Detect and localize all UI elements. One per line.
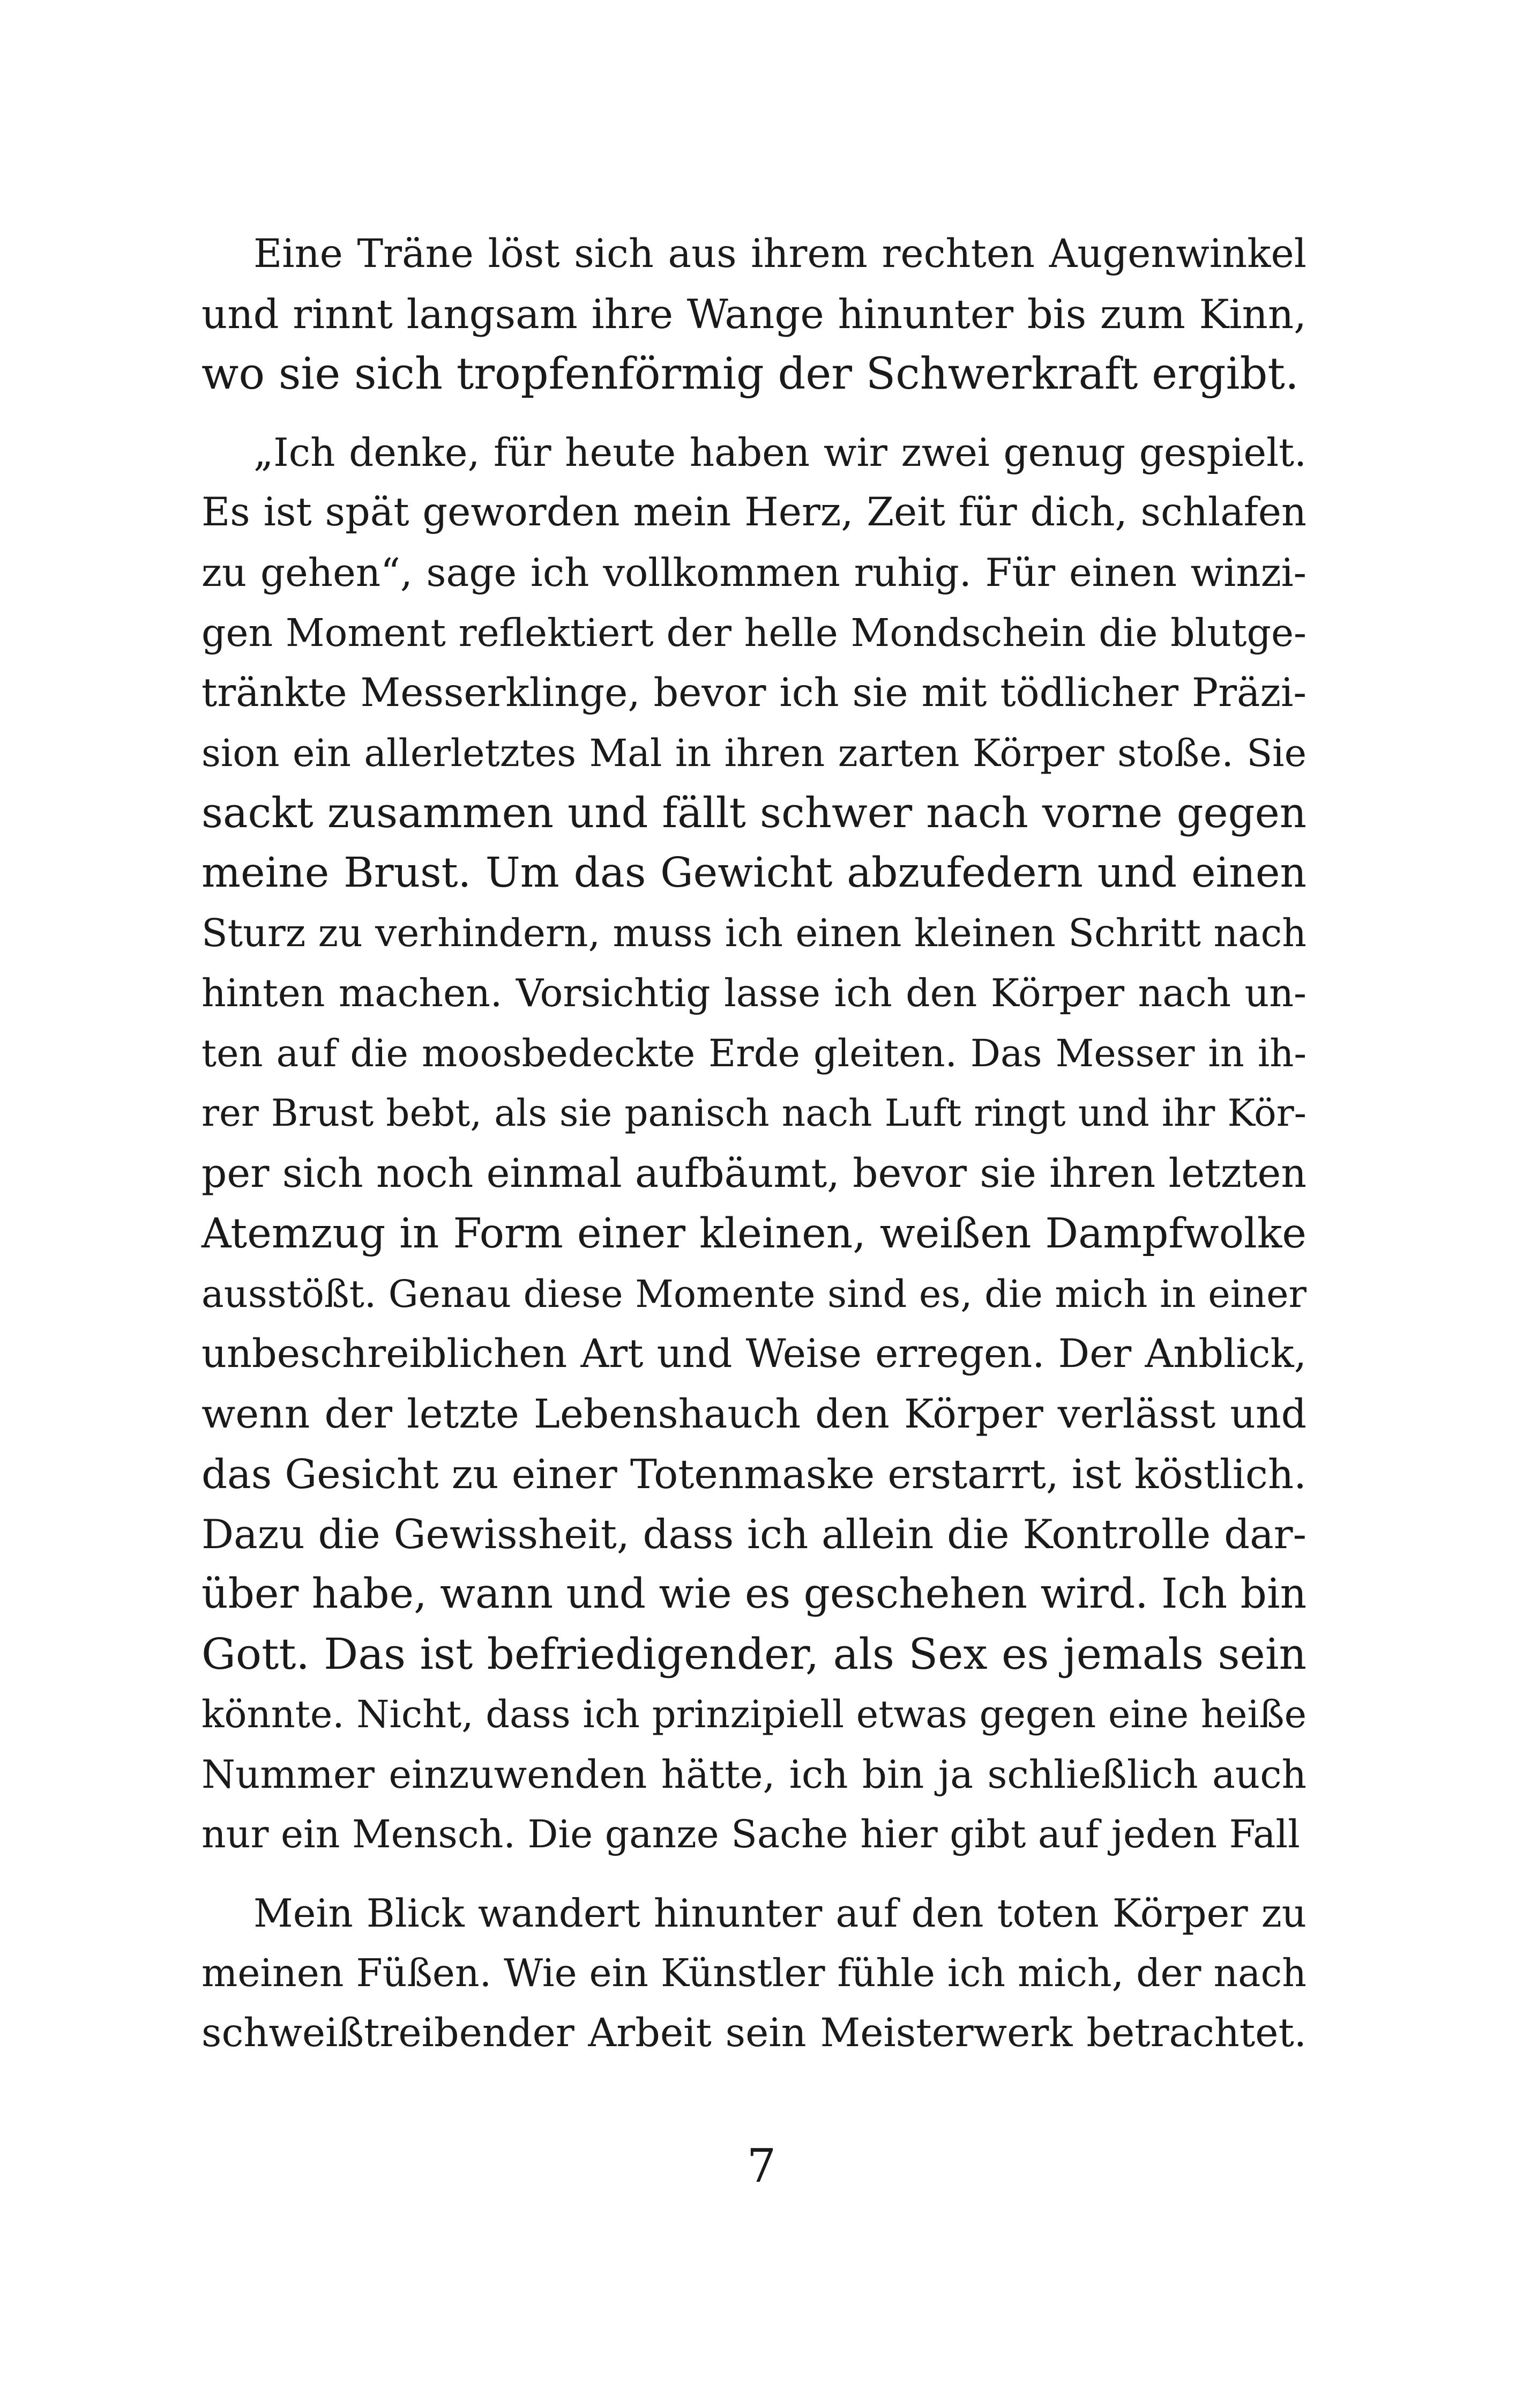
text-line: Sturz zu verhindern, muss ich einen kleinen Schritt nach (201, 911, 1307, 956)
text-line: rer Brust bebt, als sie panisch nach Luft ringt und ihr Kör- (201, 1092, 1307, 1135)
text-line: „Ich denke, für heute haben wir zwei genug gespielt. (253, 430, 1307, 475)
text-line: ten auf die moosbedeckte Erde gleiten. Das Messer in ih- (201, 1031, 1307, 1076)
paragraph (201, 422, 1307, 1864)
text-line: Eine Träne löst sich aus ihrem rechten Augenwinkel (253, 231, 1307, 277)
text-line: sackt zusammen und fällt schwer nach vorne gegen (201, 789, 1307, 837)
body-text (201, 224, 1307, 2063)
text-line: zu gehen“, sage ich vollkommen ruhig. Für einen winzi- (201, 550, 1307, 596)
text-line: Es ist spät geworden mein Herz, Zeit für dich, schlafen (201, 489, 1307, 536)
text-line: und rinnt langsam ihre Wange hinunter bis zum Kinn, (201, 291, 1307, 338)
text-line: nur ein Mensch. Die ganze Sache hier gibt auf jeden Fall (201, 1812, 1300, 1857)
text-line: meinen Füßen. Wie ein Künstler fühle ich mich, der nach (201, 1950, 1307, 1995)
text-line: Dazu die Gewissheit, dass ich allein die Kontrolle dar- (201, 1510, 1307, 1558)
text-line: könnte. Nicht, dass ich prinzipiell etwas gegen eine heiße (201, 1692, 1307, 1737)
text-line: meine Brust. Um das Gewicht abzufedern und einen (201, 849, 1307, 897)
text-line: über habe, wann und wie es geschehen wird. Ich bin (201, 1570, 1307, 1618)
text-line: sion ein allerletztes Mal in ihren zarten Körper stoße. Sie (201, 731, 1307, 775)
paragraph (201, 224, 1307, 404)
text-line: ausstößt. Genau diese Momente sind es, die mich in einer (201, 1272, 1307, 1316)
page-number: 7 (746, 2139, 777, 2193)
text-line: wo sie sich tropfenförmig der Schwerkraft ergibt. (201, 349, 1299, 400)
text-line: Atemzug in Form einer kleinen, weißen Dampfwolke (201, 1209, 1307, 1258)
text-line: das Gesicht zu einer Totenmaske erstarrt, ist köstlich. (201, 1450, 1307, 1498)
text-line: unbeschreiblichen Art und Weise erregen. Der Anblick, (201, 1331, 1307, 1377)
text-line: gen Moment reflektiert der helle Mondschein die blutge- (201, 610, 1307, 655)
text-line: Mein Blick wandert hinunter auf den toten Körper zu (253, 1890, 1307, 1936)
text-line: per sich noch einmal aufbäumt, bevor sie ihren letzten (201, 1150, 1307, 1197)
text-line: tränkte Messerklinge, bevor ich sie mit tödlicher Präzi- (201, 670, 1307, 716)
text-line: schweißtreibender Arbeit sein Meisterwerk betrachtet. (201, 2010, 1307, 2056)
text-line: Gott. Das ist befriedigender, als Sex es jemals sein (201, 1629, 1307, 1679)
text-line: wenn der letzte Lebenshauch den Körper verlässt und (201, 1391, 1307, 1437)
paragraph (201, 1883, 1307, 2063)
text-line: Nummer einzuwenden hätte, ich bin ja schließlich auch (201, 1752, 1307, 1797)
text-line: hinten machen. Vorsichtig lasse ich den Körper nach un- (201, 971, 1307, 1016)
